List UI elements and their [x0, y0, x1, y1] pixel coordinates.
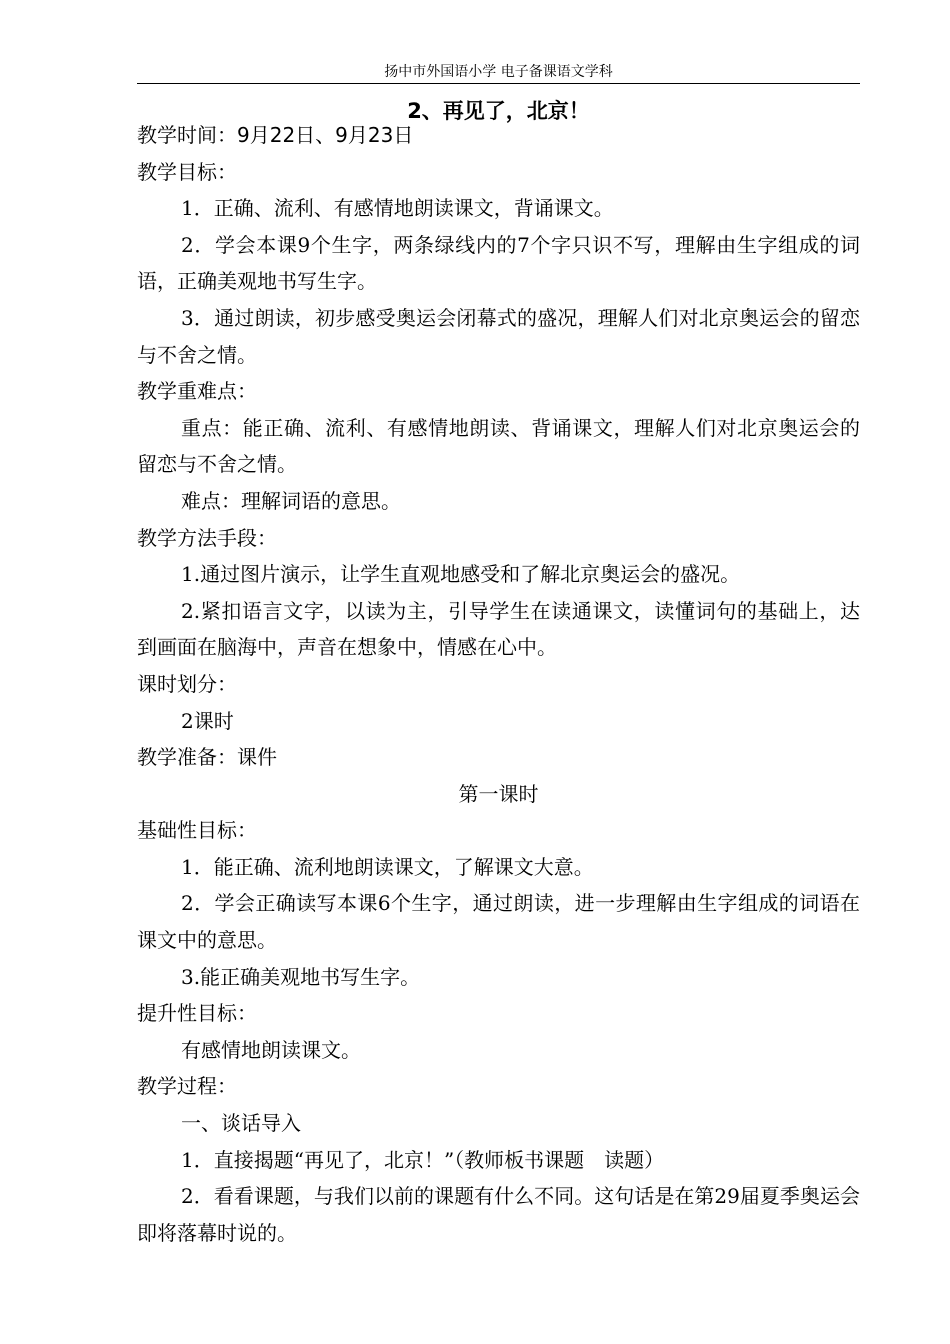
paragraph: 2课时 — [181, 708, 234, 733]
paragraph: 基础性目标： — [137, 818, 257, 843]
paragraph: 难点：理解词语的意思。 — [181, 488, 401, 513]
paragraph: 2．学会正确读写本课6个生字，通过朗读，进一步理解由生字组成的词语在课文中的意思。 — [137, 891, 860, 953]
paragraph: 有感情地朗读课文。 — [181, 1037, 361, 1062]
paragraph: 1．直接揭题“再见了，北京！”（教师板书课题 读题） — [181, 1147, 665, 1172]
paragraph: 1．正确、流利、有感情地朗读课文，背诵课文。 — [181, 196, 614, 221]
paragraph: 3．通过朗读，初步感受奥运会闭幕式的盛况，理解人们对北京奥运会的留恋与不舍之情。 — [137, 305, 860, 367]
lesson-title: 2、再见了，北京！ — [407, 99, 590, 123]
paragraph: 1．能正确、流利地朗读课文，了解课文大意。 — [181, 854, 594, 879]
paragraph: 教学过程： — [137, 1074, 237, 1099]
paragraph: 重点：能正确、流利、有感情地朗读、背诵课文，理解人们对北京奥运会的留恋与不舍之情。 — [137, 415, 860, 477]
paragraph: 提升性目标： — [137, 1001, 257, 1026]
paragraph: 2.紧扣语言文字，以读为主，引导学生在读通课文，读懂词句的基础上，达到画面在脑海中，声音在想象中，情感在心中。 — [137, 598, 860, 660]
document-body — [137, 116, 860, 1251]
paragraph: 教学重难点： — [137, 379, 257, 404]
paragraph: 教学目标： — [137, 159, 237, 184]
paragraph: 教学时间：9月22日、9月23日 — [137, 123, 414, 147]
paragraph: 2．学会本课9个生字，两条绿线内的7个字只识不写，理解由生字组成的词语，正确美观地书写生字。 — [137, 232, 860, 294]
paragraph: 课时划分： — [137, 671, 237, 696]
paragraph: 教学方法手段： — [137, 525, 277, 550]
header-rule — [137, 83, 860, 84]
paragraph: 2．看看课题，与我们以前的课题有什么不同。这句话是在第29届夏季奥运会即将落幕时说的。 — [137, 1184, 860, 1245]
paragraph: 3.能正确美观地书写生字。 — [181, 964, 421, 989]
paragraph: 教学准备：课件 — [137, 745, 277, 770]
section-heading: 第一课时 — [458, 781, 539, 806]
page-header: 扬中市外国语小学 电子备课语文学科 — [384, 64, 613, 80]
paragraph: 一、谈话导入 — [181, 1111, 301, 1136]
paragraph: 1.通过图片演示，让学生直观地感受和了解北京奥运会的盛况。 — [181, 562, 741, 587]
